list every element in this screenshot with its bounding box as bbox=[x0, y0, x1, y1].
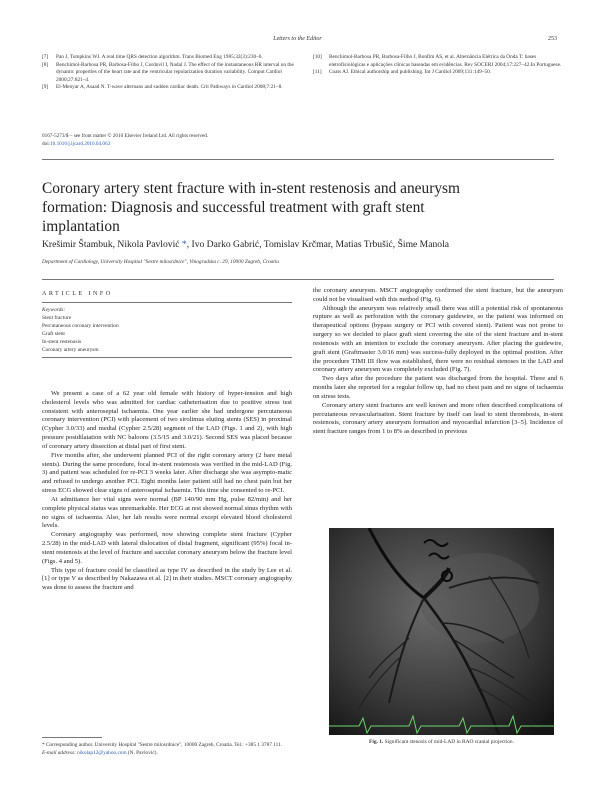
corresponding-author-note: * Corresponding author. University Hospital "Sestre milosrdnice", 10000 Zagreb, Croatia. Tel.: +385 1 3787 111. bbox=[42, 742, 283, 748]
page-number: 253 bbox=[548, 36, 557, 42]
reference-number: [7] bbox=[42, 54, 49, 60]
paragraph: Although the aneurysm was relatively small there was still a potential risk of spontaneous rupture as well as perforation with the coronary guidewire, so the patient was informed on therapeutical options (bypass surgery or PCI with covered stent). Patient was not prone to surgery so we decided to place graft stent covering the site of the stent fracture and in-stent restenosis with an intention to exclude the coronary aneurysm. After placing the guidewire, graft stent (Graftmaster 3.0/16 mm) was success-fully deployed in the optimal position. After the procedure TIMI III flow was established, there were no residual stenoses in the LAD and coronary artery aneurysm was completely excluded (Fig. 7). bbox=[313, 304, 563, 374]
email-suffix: (N. Pavlović). bbox=[126, 749, 158, 756]
body-column-right bbox=[313, 287, 563, 437]
paragraph: At admittance her vital signs were normal (BP 140/90 mm Hg, pulse 82/min) and her complete physical status was unremarkable. Her ECG at rest showed normal sinus rhythm with no signs of ischaemia. Also, her lab results were normal except elevated blood cholesterol levels. bbox=[42, 495, 292, 530]
reference-item bbox=[313, 69, 563, 77]
reference-text: Benchimol-Barbosa PR, Barbosa-Filho J, Cordovil I, Nadal J. The effect of the instantaneous RR interval on the dynamic properties of the heart rate and the ventricular repolarization duration variability. Comput Cardiol 2000;27:821–4. bbox=[56, 61, 294, 83]
paragraph: the coronary aneurysm. MSCT angiography confirmed the stent fracture, but the aneurysm could not be visualised with this method (Fig. 6). bbox=[313, 287, 563, 303]
keyword: Graft stent bbox=[42, 330, 65, 337]
keywords-block bbox=[42, 307, 119, 354]
angiogram-image bbox=[329, 528, 554, 735]
divider bbox=[42, 357, 292, 358]
journal-header: Letters to the Editor bbox=[273, 36, 322, 42]
article-title: Coronary artery stent fracture with in-stent restenosis and aneurysm formation: Diagnosis and successful treatment with graft stent implantation bbox=[42, 180, 460, 235]
doi-link[interactable]: 10.1016/j.ijcard.2010.04.062 bbox=[50, 140, 111, 147]
keyword: Coronary artery aneurysm bbox=[42, 346, 99, 353]
reference-number: [11] bbox=[313, 69, 322, 76]
authors-first: Krešimir Štambuk, Nikola Pavlović bbox=[42, 239, 182, 250]
footnote bbox=[42, 742, 292, 757]
doi-line bbox=[42, 141, 208, 149]
angiogram-figure bbox=[329, 528, 554, 735]
authors-rest: , Ivo Darko Gabrić, Tomislav Krčmar, Matias Trbušić, Šime Manola bbox=[186, 239, 449, 250]
figure-caption bbox=[313, 739, 570, 745]
email-line bbox=[42, 750, 292, 758]
body-column-left bbox=[42, 390, 292, 593]
author-list bbox=[42, 239, 562, 250]
email-link[interactable]: nikolap12@yahoo.com bbox=[77, 749, 127, 756]
footnote-rule bbox=[42, 737, 102, 738]
doi-prefix: doi: bbox=[42, 140, 51, 147]
divider bbox=[42, 302, 292, 303]
divider bbox=[42, 279, 554, 280]
keyword: Stent fracture bbox=[42, 314, 72, 321]
caption-text: Significant stenosis of mid-LAD in RAO cranial projection. bbox=[383, 739, 514, 745]
paragraph: Five months after, she underwent planned PCI of the right coronary artery (2 bare metal stents). During the same procedure, focal in-stent restenosis was verified in the mid-LAD (Fig. 3) and patient was scheduled for re-PCI 3 weeks later. After discharge she was asympto-matic and refused to undergo another PCI. Eight months later patient still had no chest pain but her stress ECG showed clear signs of anteroseptal ischaemia. This time she consented to re-PCI. bbox=[42, 451, 292, 495]
paragraph: This type of fracture could be classified as type IV as described in the study by Lee et al. [1] or type V as described by Nakazawa et al. [2] in their studies. MSCT coronary angiography was done to assess the fracture and bbox=[42, 566, 292, 592]
reference-text: Coats AJ. Ethical authorship and publishing. Int J Cardiol 2009;131:149–50. bbox=[329, 69, 492, 76]
references-right bbox=[313, 54, 563, 77]
article-info-heading: ARTICLE INFO bbox=[42, 290, 113, 297]
reference-number: [9] bbox=[42, 84, 49, 91]
email-label: E-mail address: bbox=[42, 749, 78, 756]
paragraph: Coronary angiography was performed, now showing complete stent fracture (Cypher 2.5/28) in the mid-LAD with lateral dislocation of distal fragment, significant (95%) focal in-stent restenosis at the level of fracture and saccular coronary aneurysm below the fracture level (Figs. 4 and 5). bbox=[42, 531, 292, 565]
reference-item bbox=[42, 54, 300, 62]
paragraph: We present a case of a 62 year old female with history of hyper-tension and high cholesterol levels who was admitted for cardiac catheterisation due to positive stress test consistent with anteroseptal ischaemia. One year earlier she had undergone percutaneous coronary intervention (PCI) with placement of two sirolimus eluting stents (SES) in proximal (Cypher 3.0/33) and medial (Cypher 2.5/28) segment of the LAD (Figs. 1 and 2), with high pressure postdilatation with NC baloons (3.5/15 and 3.0/21). Second SES was placed because of coronary artery dissection at distal part of first stent. bbox=[42, 390, 292, 450]
paragraph: Two days after the procedure the patient was discharged from the hospital. Three and 6 months later she reported for a regular follow up, had no chest pain and no signs of ischaemia on stress tests. bbox=[313, 375, 563, 400]
reference-text: El-Menyar A, Asaad N. T-wave alternans and sudden cardiac death. Crit Pathways in Cardiol 2008;7:21–8. bbox=[56, 84, 283, 91]
divider bbox=[42, 159, 554, 160]
reference-item bbox=[42, 62, 300, 85]
reference-number: [10] bbox=[313, 54, 322, 60]
figure-label: Fig. 1. bbox=[369, 739, 384, 745]
reference-text: Pan J, Tompkins WJ. A real time QRS detection algorithm. Trans Biomed Eng 1985;32(3):230–6. bbox=[56, 54, 263, 60]
affiliation: Department of Cardiology, University Hospital "Sestre milosrdnice", Vinogradska c. 29, 10000 Zagreb, Croatia bbox=[42, 259, 279, 265]
reference-text: Benchimol-Barbosa PR, Barbosa-Filho J, Bonfim AS, et al. Alternância Elétrica da Onda T: bases eletrofisiológicas e aplicações clínicas baseadas em evidências. Rev SOCERJ 2004;17:227–42.In Portuguese. bbox=[329, 54, 562, 68]
reference-number: [8] bbox=[42, 61, 49, 68]
keyword: Percutaneous coronary intervention bbox=[42, 322, 119, 329]
front-matter bbox=[42, 133, 208, 148]
reference-item bbox=[313, 54, 563, 69]
keyword: In-stent restenosis bbox=[42, 338, 82, 345]
keywords-label: Keywords: bbox=[42, 307, 66, 313]
references-left bbox=[42, 54, 300, 92]
corresponding-author-link[interactable]: * bbox=[181, 239, 187, 250]
copyright-line: 0167-5273/$ – see front matter © 2010 Elsevier Ireland Ltd. All rights reserved. bbox=[42, 133, 209, 139]
reference-item bbox=[42, 84, 300, 92]
paragraph: Coronary artery stent fractures are well known and more often described complications of percutaneous revascularisation. Stent fracture by itself can lead to stent thrombosis, in-stent restenosis, coronary artery aneurysm formation and myocardial infarction [3–5]. Incidence of stent fracture ranges from 1 to 8% as described in previous bbox=[313, 401, 563, 436]
